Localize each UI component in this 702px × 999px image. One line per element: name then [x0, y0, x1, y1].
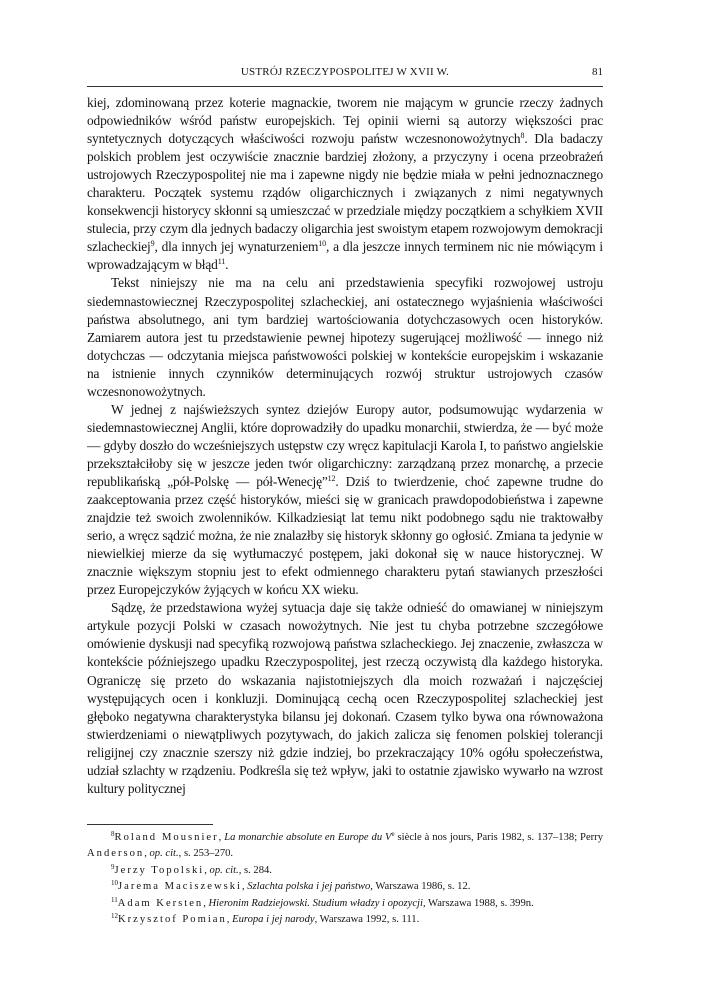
- footnote-ref-12: 12: [327, 473, 336, 483]
- text-span: W jednej z najświeższych syntez dziejów Europy autor, podsumowując wydarzenia w siedemnastowiecznej Anglii, które doprowadziły do upadku monarchii, stwierdza, że — być może — gdyby doszło do wcześniejszych ustępstw czy wręcz kapitulacji Karola I, to państwo angielskie przekształciłoby się w jeszcze jeden twór oligarchiczny: zarządzaną przez monarchę, a przecie republikańską „pół-Polskę — pół-Wenecję”: [87, 401, 603, 489]
- footnotes: [87, 830, 603, 928]
- footnote-ref-9: 9: [150, 239, 155, 249]
- footnote-title: La monarchie absolute en Europe du V: [224, 832, 392, 843]
- footnote-author: Anderson: [87, 848, 145, 860]
- footnote-text: ,: [226, 914, 233, 926]
- footnote-text: ,: [241, 881, 248, 893]
- footnote-text: ,: [144, 848, 150, 860]
- footnote-author: Jerzy Topolski: [114, 864, 205, 876]
- footnote-9: [87, 863, 603, 879]
- text-span: kiej, zdominowaną przez koterie magnackie, tworem nie mającym w gruncie rzeczy żadnych odpowiedników wśród państw europejskich. Tej opinii wierni są autorzy większości prac syntetycznych dotyczących właściwości rozwoju państw wczesnonowożytnych: [87, 95, 603, 147]
- footnote-text: siècle à nos jours, Paris 1982, s. 137–138; Perry: [394, 832, 603, 843]
- footnote-12: [87, 912, 603, 928]
- text-span: . Dziś to twierdzenie, choć zapewne trudne do zaakceptowania przez część historyków, mieści się w granicach prawdopodobieństwa i zapewne znajdzie też swoich zwolenników. Kilkadziesiąt lat temu nikt podobnego sądu nie traktowałby serio, a wręcz sądzić można, że nie znalazłby się historyk skłonny go ogłosić. Zmiana ta jedynie w niewielkiej mierze da się wytłumaczyć postępem, jaki dokonał się w nauce historycznej. W znacznie większym stopniu jest to efekt odmiennego charakteru pytań stawianych przeszłości przez Europejczyków żyjących w końcu XX wieku.: [87, 473, 603, 598]
- footnote-text: , s. 253–270.: [178, 848, 234, 860]
- footnote-ref-8: 8: [520, 131, 525, 141]
- footnote-rule: [87, 824, 213, 825]
- footnote-number: 12: [111, 912, 118, 921]
- footnote-text: , Warszawa 1988, s. 399n.: [422, 897, 534, 909]
- header-rule: [87, 86, 603, 87]
- footnote-title: Szlachta polska i jej państwo: [247, 881, 371, 893]
- footnote-author: Roland Mousnier: [114, 832, 219, 843]
- footnote-author: Jarema Maciszewski: [118, 881, 242, 893]
- page-number: 81: [592, 66, 603, 78]
- footnote-text: , Warszawa 1992, s. 111.: [314, 914, 420, 926]
- text-span: , dla innych jej wynaturzeniem: [154, 239, 319, 255]
- paragraph-3: [87, 401, 603, 600]
- footnote-ref-11: 11: [217, 257, 226, 267]
- text-span: , a dla jeszcze innych terminem nic nie mówiącym i wprowadzającym w błąd: [87, 239, 604, 273]
- footnote-author: Adam Kersten: [117, 897, 204, 909]
- paragraph-1: [87, 94, 603, 274]
- footnote-text: ,: [203, 897, 209, 909]
- footnote-ref: op. cit.: [209, 864, 239, 876]
- text-span: . Dla badaczy polskich problem jest oczywiście znacznie bardziej złożony, a przyczyny i ocena przeobrażeń ustrojowych Rzeczypospolitej nie ma i zapewne nigdy nie będzie miała w pełni jednoznacznego charakteru. Początek systemu rządów oligarchicznych i związanych z nimi negatywnych konsekwencji historycy skłonni są umieszczać w przedziale między początkiem a schyłkiem XVII stulecia, przy czym dla jednych badaczy oligarchia jest swoistym etapem rozwojowym demokracji szlacheckiej: [87, 131, 603, 255]
- footnote-text: ,: [204, 864, 210, 876]
- footnote-ref: op. cit.: [149, 848, 179, 860]
- footnote-ref-10: 10: [318, 239, 326, 249]
- footnote-number: 8: [111, 830, 115, 838]
- body-text: [87, 94, 603, 798]
- footnote-8: $^8$Roland Mousnier, La monarchie absolute en Europe du Ve siècle à nos jours, Paris 1982, s. 137–138; Perry Anderson, op. cit., s. 253–270.: [87, 830, 603, 860]
- running-head: [87, 66, 603, 82]
- footnote-author: Krzysztof Pomian: [118, 914, 227, 926]
- footnote-title-sup: e: [391, 830, 395, 838]
- paragraph-2: Tekst niniejszy nie ma na celu ani przedstawienia specyfiki rozwojowej ustroju siedemnastowiecznej Rzeczypospolitej szlacheckiej, ani ostatecznego wyjaśnienia właściwości państwa absolutnego, ani tym bardziej wartościowania dotychczasowych ocen historyków. Zamiarem autora jest tu przedstawienie pewnej hipotezy sugerującej możliwość — innego niż dotychczas — odczytania miejsca państwowości polskiej w kontekście europejskim i wskazanie na istnienie innych czynników determinujących rozwój struktur ustrojowych czasów wczesnonowożytnych.: [87, 275, 603, 399]
- footnote-text: , s. 284.: [238, 864, 272, 876]
- footnote-title: Hieronim Radziejowski. Studium władzy i opozycji: [208, 897, 423, 909]
- footnote-10: [87, 879, 603, 895]
- footnote-11: [87, 896, 603, 912]
- footnote-title: Europa i jej narody: [232, 914, 315, 926]
- footnote-number: 11: [111, 895, 118, 904]
- running-title: USTRÓJ RZECZYPOSPOLITEJ W XVII W.: [240, 66, 450, 78]
- text-span: .: [225, 257, 229, 273]
- footnote-number: 9: [111, 862, 115, 871]
- paragraph-4: Sądzę, że przedstawiona wyżej sytuacja daje się także odnieść do omawianej w niniejszym artykule pozycji Polski w czasach nowożytnych. Nie jest tu chyba potrzebne szczegółowe omówienie dyskusji nad specyfiką rozwojową państwa szlacheckiego. Jej znaczenie, zwłaszcza w kontekście późniejszego upadku Rzeczypospolitej, jest rzeczą oczywistą dla każdego historyka. Ograniczę się przeto do wskazania najistotniejszych dla moich rozważań i najczęściej występujących ocen i konkluzji. Dominującą cechą ocen Rzeczypospolitej szlacheckiej jest głęboko negatywna charakterystyka bilansu jej dokonań. Czasem tylko bywa ona równoważona stwierdzeniami o niewątpliwych pozytywach, do jakich zalicza się fenomen polskiej tolerancji religijnej czy znacznie szerszy niż gdzie indziej, bo przekraczający 10% ogółu społeczeństwa, udział szlachty w rządzeniu. Podkreśla się też wpływ, jaki to ostatnie zjawisko wywarło na wzrost kultury politycznej: [87, 600, 603, 796]
- footnote-text: , Warszawa 1986, s. 12.: [370, 881, 471, 893]
- footnote-number: 10: [111, 879, 118, 888]
